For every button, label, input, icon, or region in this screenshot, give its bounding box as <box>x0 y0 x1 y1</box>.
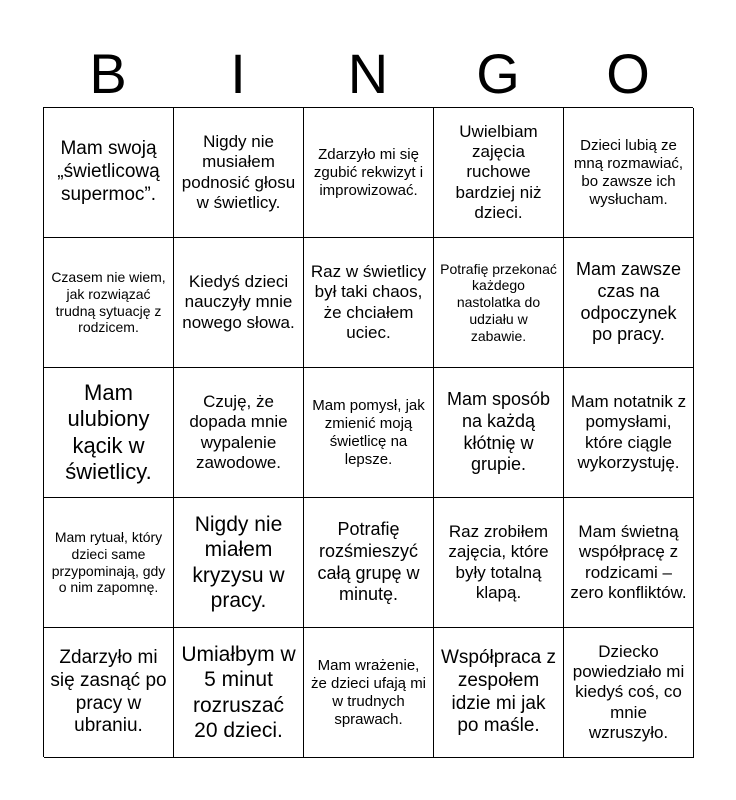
header-letter-b: B <box>89 42 127 105</box>
bingo-cell[interactable]: Mam notatnik z pomysłami, które ciągle wykorzystuję. <box>564 368 694 498</box>
bingo-cell[interactable]: Raz zrobiłem zajęcia, które były totalną klapą. <box>434 498 564 628</box>
header-letter-o: O <box>606 42 650 105</box>
bingo-cell[interactable]: Zdarzyło mi się zgubić rekwizyt i improwizować. <box>304 108 434 238</box>
header-letter-g: G <box>476 42 520 105</box>
bingo-cell[interactable]: Mam wrażenie, że dzieci ufają mi w trudnych sprawach. <box>304 628 434 758</box>
bingo-cell[interactable]: Dziecko powiedziało mi kiedyś coś, co mnie wzruszyło. <box>564 628 694 758</box>
header-letter-n: N <box>347 42 389 105</box>
bingo-cell[interactable]: Mam ulubiony kącik w świetlicy. <box>44 368 174 498</box>
bingo-cell[interactable]: Mam zawsze czas na odpoczynek po pracy. <box>564 238 694 368</box>
bingo-cell[interactable]: Mam rytuał, który dzieci same przypominają, gdy o nim zapomnę. <box>44 498 174 628</box>
bingo-cell[interactable]: Czasem nie wiem, jak rozwiązać trudną sytuację z rodzicem. <box>44 238 174 368</box>
bingo-cell[interactable]: Potrafię przekonać każdego nastolatka do udziału w zabawie. <box>434 238 564 368</box>
bingo-cell[interactable]: Czuję, że dopada mnie wypalenie zawodowe. <box>174 368 304 498</box>
bingo-cell[interactable]: Mam świetną współpracę z rodzicami – zero konfliktów. <box>564 498 694 628</box>
bingo-cell[interactable]: Umiałbym w 5 minut rozruszać 20 dzieci. <box>174 628 304 758</box>
bingo-cell[interactable]: Mam swoją „świetlicową supermoc”. <box>44 108 174 238</box>
bingo-cell[interactable]: Współpraca z zespołem idzie mi jak po maśle. <box>434 628 564 758</box>
header-letter-i: I <box>230 42 246 105</box>
bingo-board <box>43 107 693 757</box>
bingo-cell[interactable]: Zdarzyło mi się zasnąć po pracy w ubraniu. <box>44 628 174 758</box>
bingo-cell[interactable]: Kiedyś dzieci nauczyły mnie nowego słowa. <box>174 238 304 368</box>
bingo-cell[interactable]: Dzieci lubią ze mną rozmawiać, bo zawsze ich wysłucham. <box>564 108 694 238</box>
bingo-cell[interactable]: Nigdy nie musiałem podnosić głosu w świetlicy. <box>174 108 304 238</box>
bingo-cell[interactable]: Raz w świetlicy był taki chaos, że chciałem uciec. <box>304 238 434 368</box>
bingo-cell[interactable]: Uwielbiam zajęcia ruchowe bardziej niż dzieci. <box>434 108 564 238</box>
bingo-cell[interactable]: Mam sposób na każdą kłótnię w grupie. <box>434 368 564 498</box>
bingo-cell[interactable]: Potrafię rozśmieszyć całą grupę w minutę. <box>304 498 434 628</box>
bingo-cell[interactable]: Nigdy nie miałem kryzysu w pracy. <box>174 498 304 628</box>
bingo-cell[interactable]: Mam pomysł, jak zmienić moją świetlicę na lepsze. <box>304 368 434 498</box>
bingo-header <box>43 42 693 106</box>
